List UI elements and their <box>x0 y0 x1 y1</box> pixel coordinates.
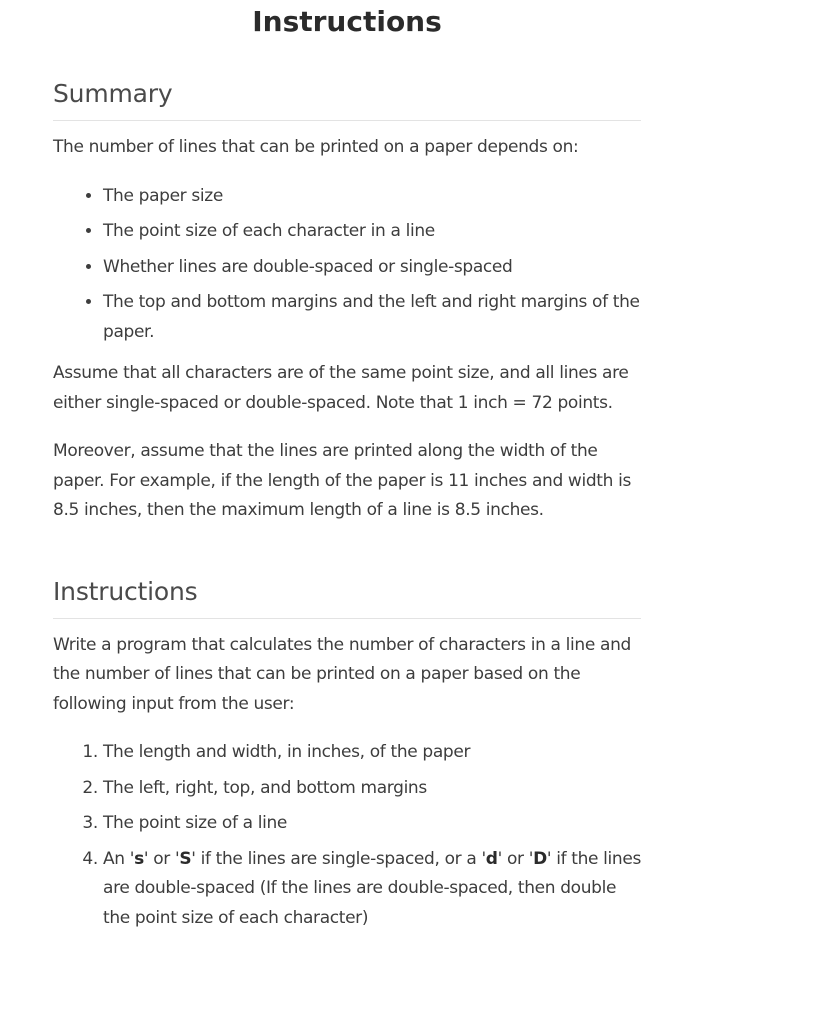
list-item: • Whether lines are double-spaced or single-spaced <box>103 253 641 283</box>
item-text: ' or ' <box>143 848 180 869</box>
code-d-upper: D <box>533 848 547 869</box>
instructions-intro: Write a program that calculates the number of characters in a line and the number of lines that can be printed on a paper based on the following input from the user: <box>53 634 631 714</box>
summary-heading: Summary <box>53 76 641 121</box>
list-item <box>103 845 641 934</box>
list-item: • The point size of each character in a line <box>103 217 641 247</box>
summary-intro: The number of lines that can be printed on a paper depends on: <box>53 137 579 157</box>
page-title: Instructions <box>252 5 442 38</box>
list-item: • The top and bottom margins and the left and right margins of the paper. <box>103 288 641 347</box>
item-text: ' if the lines are double-spaced (If the lines are double-spaced, then double the point size of each character) <box>103 848 641 928</box>
content-body <box>53 76 641 933</box>
code-s-lower: s <box>134 848 144 869</box>
summary-paragraph: Assume that all characters are of the same point size, and all lines are either single-spaced or double-spaced. Note that 1 inch = 72 points. <box>53 363 629 413</box>
item-text: An ' <box>103 848 135 869</box>
summary-paragraph: Moreover, assume that the lines are printed along the width of the paper. For example, if the length of the paper is 11 inches and width is 8.5 inches, then the maximum length of a line is 8.5 inches. <box>53 441 631 520</box>
instructions-heading: Instructions <box>53 574 641 619</box>
item-text: ' or ' <box>497 848 534 869</box>
code-d-lower: d <box>485 848 498 869</box>
list-item: 2. The left, right, top, and bottom margins <box>103 774 641 804</box>
list-item: 3. The point size of a line <box>103 809 641 839</box>
item-text: ' if the lines are single-spaced, or a ' <box>191 848 486 869</box>
code-s-upper: S <box>179 848 192 869</box>
instructions-numbered-list <box>53 738 641 933</box>
list-item: • The paper size <box>103 182 641 212</box>
list-item: 1. The length and width, in inches, of the paper <box>103 738 641 768</box>
summary-bullet-list <box>53 182 641 348</box>
